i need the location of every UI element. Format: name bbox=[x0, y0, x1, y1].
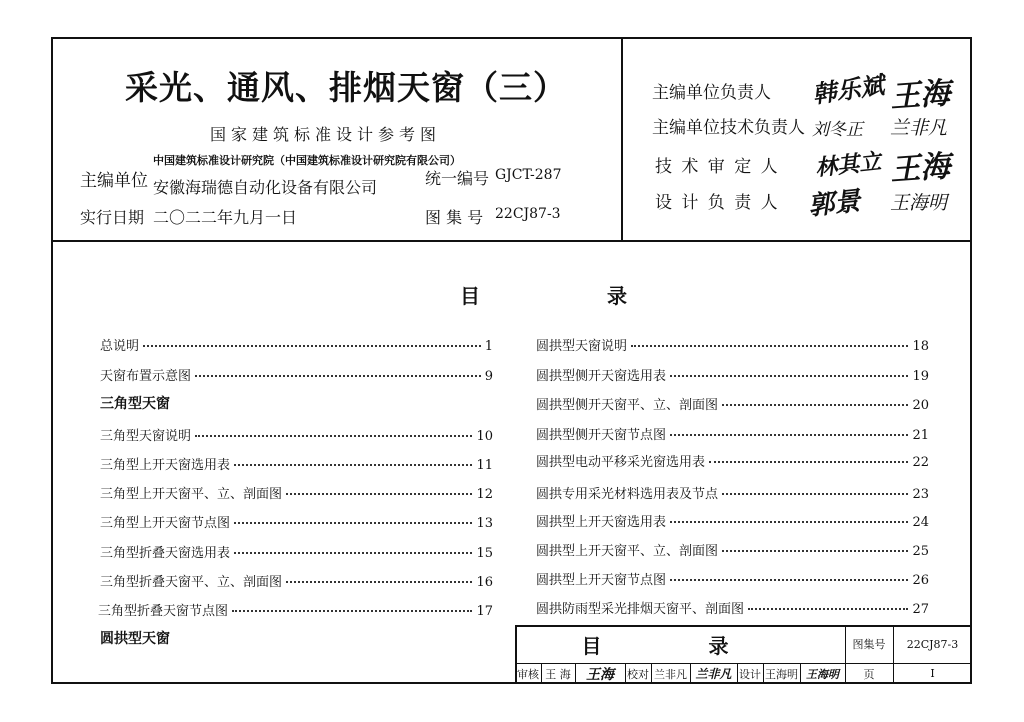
toc-item-title: 圆拱防雨型采光排烟天窗平、剖面图 bbox=[536, 602, 745, 617]
toc-leader bbox=[234, 464, 472, 466]
editor-unit-label: 主编单位 bbox=[80, 171, 148, 191]
toc-item-title: 圆拱型天窗说明 bbox=[536, 339, 628, 354]
toc-item-title: 圆拱型上开天窗平、立、剖面图 bbox=[536, 544, 719, 559]
toc-leader bbox=[722, 404, 908, 406]
toc-item[interactable] bbox=[536, 451, 929, 470]
editor-unit-1: 中国建筑标准设计研究院（中国建筑标准设计研究院有限公司） bbox=[153, 154, 461, 167]
toc-item-title: 三角型上开天窗平、立、剖面图 bbox=[100, 487, 283, 502]
title-block-name: 目 录 bbox=[581, 633, 779, 658]
page-number: I bbox=[930, 667, 935, 680]
reviewer-name: 王 海 bbox=[545, 667, 571, 681]
toc-leader bbox=[670, 521, 908, 523]
editor-unit-2: 安徽海瑞德自动化设备有限公司 bbox=[153, 178, 378, 197]
page-label: 页 bbox=[863, 667, 875, 681]
toc-item-title: 天窗布置示意图 bbox=[100, 369, 192, 384]
review-label: 审核 bbox=[517, 667, 539, 681]
toc-item-title: 圆拱型侧开天窗选用表 bbox=[536, 369, 667, 384]
toc-item-title: 圆拱型侧开天窗平、立、剖面图 bbox=[536, 398, 719, 413]
atlas-no: 22CJ87-3 bbox=[495, 206, 561, 222]
title-block-atlas-label: 图集号 bbox=[852, 638, 886, 651]
atlas-subtitle: 国家建筑标准设计参考图 bbox=[210, 125, 442, 144]
toc-item-page: 23 bbox=[912, 487, 929, 502]
signature-role: 主编单位技术负责人 bbox=[652, 118, 805, 138]
toc-item[interactable] bbox=[536, 569, 929, 588]
checker-signature: 兰非凡 bbox=[695, 667, 732, 681]
toc-item-title: 三角型天窗说明 bbox=[100, 429, 192, 444]
toc-item-page: 17 bbox=[476, 604, 493, 619]
atlas-title: 采光、通风、排烟天窗（三） bbox=[125, 68, 567, 107]
unified-no-label: 统一编号 bbox=[425, 169, 490, 188]
toc-leader bbox=[234, 552, 472, 554]
toc-item-page: 24 bbox=[912, 515, 929, 530]
toc-item-page: 19 bbox=[912, 369, 929, 384]
signature-role: 技 术 审 定 人 bbox=[655, 157, 780, 177]
toc-item-page: 9 bbox=[484, 369, 493, 384]
toc-item-page: 20 bbox=[912, 398, 929, 413]
date-label: 实行日期 bbox=[80, 208, 145, 227]
toc-item[interactable] bbox=[100, 425, 493, 444]
toc-item[interactable] bbox=[536, 365, 929, 384]
toc-item[interactable] bbox=[100, 335, 493, 354]
toc-section-title: 三角型天窗 bbox=[100, 396, 170, 412]
toc-heading: 目 录 bbox=[460, 284, 687, 308]
toc-leader bbox=[722, 550, 908, 552]
signature-handwritten: 林其立 bbox=[813, 148, 883, 182]
designer-name: 王海明 bbox=[765, 667, 798, 681]
toc-leader bbox=[670, 434, 908, 436]
toc-item-title: 圆拱型侧开天窗节点图 bbox=[536, 428, 667, 443]
toc-item[interactable] bbox=[100, 483, 493, 502]
reviewer-signature: 王海 bbox=[586, 666, 614, 683]
toc-item[interactable] bbox=[536, 540, 929, 559]
toc-item-title: 三角型上开天窗节点图 bbox=[100, 516, 231, 531]
toc-item[interactable] bbox=[100, 365, 493, 384]
check-label: 校对 bbox=[627, 667, 649, 681]
toc-item-title: 圆拱型电动平移采光窗选用表 bbox=[536, 455, 706, 470]
toc-leader bbox=[195, 435, 472, 437]
toc-leader bbox=[631, 345, 908, 347]
toc-leader bbox=[670, 375, 908, 377]
header-divider bbox=[51, 240, 972, 242]
toc-leader bbox=[286, 493, 472, 495]
toc-item[interactable] bbox=[536, 511, 929, 530]
toc-item-page: 12 bbox=[476, 487, 493, 502]
toc-item[interactable] bbox=[100, 571, 493, 590]
toc-item-page: 22 bbox=[912, 455, 929, 470]
title-block-atlas-no: 22CJ87-3 bbox=[906, 637, 959, 651]
toc-item[interactable] bbox=[536, 424, 929, 443]
signature-role: 设 计 负 责 人 bbox=[655, 193, 780, 213]
signature-role: 主编单位负责人 bbox=[652, 83, 771, 103]
toc-leader bbox=[748, 608, 908, 610]
toc-item-page: 27 bbox=[912, 602, 929, 617]
signature-handwritten: 韩乐斌 bbox=[810, 70, 886, 109]
designer-signature: 王海明 bbox=[806, 667, 839, 681]
toc-item[interactable] bbox=[536, 394, 929, 413]
toc-leader bbox=[286, 581, 472, 583]
toc-item-title: 圆拱专用采光材料选用表及节点 bbox=[536, 487, 719, 502]
date-value: 二〇二二年九月一日 bbox=[153, 208, 298, 227]
toc-item[interactable] bbox=[536, 335, 929, 354]
signature-handwritten: 王海 bbox=[889, 75, 952, 116]
toc-item-page: 18 bbox=[912, 339, 929, 354]
atlas-no-label: 图 集 号 bbox=[425, 208, 484, 227]
toc-item-page: 16 bbox=[476, 575, 493, 590]
toc-item-title: 总说明 bbox=[100, 339, 140, 354]
toc-item-title: 圆拱型上开天窗节点图 bbox=[536, 573, 667, 588]
signature-handwritten: 王海明 bbox=[890, 192, 948, 214]
title-block bbox=[515, 625, 972, 684]
toc-item-page: 1 bbox=[484, 339, 493, 354]
toc-item[interactable] bbox=[100, 454, 493, 473]
toc-item-page: 11 bbox=[476, 458, 493, 473]
toc-item[interactable] bbox=[100, 542, 493, 561]
signature-handwritten: 兰非凡 bbox=[890, 117, 948, 139]
toc-item-page: 21 bbox=[912, 428, 929, 443]
toc-item-title: 三角型上开天窗选用表 bbox=[100, 458, 231, 473]
toc-leader bbox=[670, 579, 908, 581]
toc-leader bbox=[709, 461, 908, 463]
checker-name: 兰非凡 bbox=[654, 667, 687, 681]
toc-item-page: 15 bbox=[476, 546, 493, 561]
toc-item[interactable] bbox=[536, 483, 929, 502]
toc-leader bbox=[722, 493, 908, 495]
unified-no: GJCT-287 bbox=[495, 167, 562, 183]
header-vertical-divider bbox=[621, 37, 623, 242]
toc-leader bbox=[143, 345, 481, 347]
toc-leader bbox=[232, 610, 472, 612]
toc-item-page: 25 bbox=[912, 544, 929, 559]
toc-leader bbox=[234, 522, 472, 524]
signature-handwritten: 王海 bbox=[889, 148, 952, 189]
toc-item-page: 26 bbox=[912, 573, 929, 588]
toc-leader bbox=[195, 375, 481, 377]
toc-item-title: 三角型折叠天窗节点图 bbox=[98, 604, 229, 619]
toc-item-title: 三角型折叠天窗选用表 bbox=[100, 546, 231, 561]
signature-handwritten: 郭景 bbox=[806, 186, 862, 222]
design-label: 设计 bbox=[739, 667, 761, 681]
toc-item-title: 圆拱型上开天窗选用表 bbox=[536, 515, 667, 530]
toc-item[interactable] bbox=[536, 598, 929, 617]
toc-item-title: 三角型折叠天窗平、立、剖面图 bbox=[100, 575, 283, 590]
signature-handwritten: 刘冬正 bbox=[812, 120, 863, 140]
toc-item-page: 13 bbox=[476, 516, 493, 531]
toc-item[interactable] bbox=[98, 600, 493, 619]
toc-section-title: 圆拱型天窗 bbox=[100, 631, 170, 647]
toc-item[interactable] bbox=[100, 512, 493, 531]
toc-item-page: 10 bbox=[476, 429, 493, 444]
